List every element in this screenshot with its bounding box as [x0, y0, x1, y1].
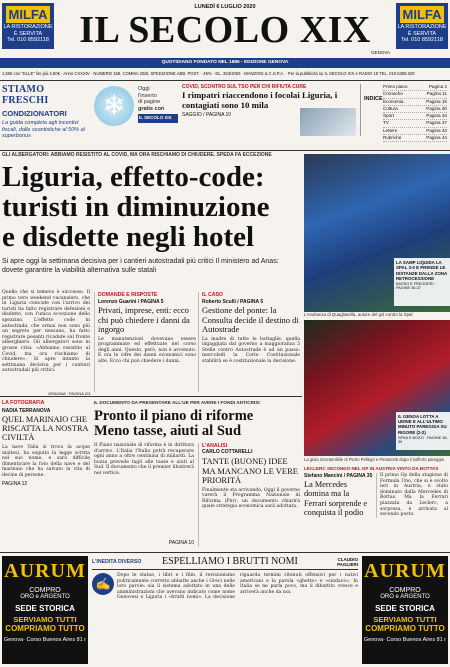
column-author: CLAUDIO PAGLIERI: [337, 556, 358, 567]
index-item-label: Cronache: [383, 91, 403, 97]
lead-headline-1[interactable]: Liguria, effetto-code:: [2, 161, 265, 193]
index-item[interactable]: [383, 120, 447, 127]
left-ear-ad[interactable]: [2, 3, 54, 49]
lead-body: Quello che si temeva è successo. Il primo vero weekend vacanziero, che in Liguria coincide con l'arrivo dei turisti ha fatto registrare defezioni e disdette, con l'unica eccezione dello spezzino. L'effetto code in autostrada, che ormai non sono più un segreto per nessuno, ha fatto registrare pesanti ricadute sul fronte alberghiero. Gli albergatori sono in grosse crisi: «Abbiamo resistito al Covid, ma ora rischiamo di chiudere». Si apre intanto la settimana decisiva per i cantieri autostradali più critici.: [2, 290, 90, 374]
aurum-line3: SEDE STORICA: [15, 604, 75, 613]
index-item-label: Primo piano: [383, 84, 408, 89]
col2-article[interactable]: [198, 292, 300, 392]
photo-kicker: LA FOTOGRAFIA: [2, 400, 45, 406]
index-item-page: Pagina 37: [426, 120, 447, 126]
genoa-caption-box: [396, 412, 450, 450]
col1-headline: Privati, imprese, enti: ecco chi può chiedere i danni da ingorgo: [98, 305, 190, 334]
index-box[interactable]: [360, 84, 448, 141]
analysis-text: Finalmente sta arrivando. Oggi il governo varerà il Programma Nazionale di Riforma (Pnr): un documento chiarirà quale strategia economica sarà adottata.: [202, 487, 300, 510]
nadia-headline: QUEL MARINAIO CHE RISCATTA LA NOSTRA CIVILTÀ: [2, 415, 89, 442]
edition-bar: QUOTIDIANO FONDATO NEL 1886 - EDIZIONE GENOVA: [0, 58, 450, 68]
index-item[interactable]: [383, 91, 447, 98]
index-list: [383, 84, 447, 142]
genoa-photo-caption: La gioia incontenibile di Pietro Pellegri e Pinamonti dopo il sofferto pareggio: [304, 457, 445, 462]
aurum2-line3: SEDE STORICA: [375, 604, 435, 613]
aurum2-line4: SERVIAMO TUTTI: [373, 615, 437, 624]
aurum-brand: AURUM: [4, 560, 86, 582]
f1-article[interactable]: [304, 466, 450, 548]
right-ear-brand: MILFA: [400, 6, 444, 23]
price-line: 1,50€ con "ELLE" lire più 4,50€ · Anno CXXXIV · NUMERO 158, COMMA 20/B, SPEDIZIONE ABB. POST. · 45% · DL. 353/2003 · MANZONI & C.S.P.A. · Per la pubblicità su IL SECOLO XIX e RADIO 19 TEL. 010.5388.200: [2, 71, 415, 76]
aurum-line5: COMPRIAMO TUTTO: [5, 624, 85, 633]
index-item-page: Pagina 30: [426, 105, 447, 111]
index-item[interactable]: [383, 106, 447, 113]
lead-headline-3[interactable]: e disdette negli hotel: [2, 221, 255, 253]
covid-headline: I rimpatri riaccendono i focolai Liguria, i contagiati sono 10 mila: [182, 90, 338, 110]
analysis-author: CARLO COTTARELLI: [202, 449, 253, 455]
index-item-page: Pagina 11: [426, 91, 447, 97]
aurum2-line5: COMPRIAMO TUTTO: [365, 624, 445, 633]
aurum2-line2: ORO e ARGENTO: [380, 594, 430, 600]
plan-headline-2[interactable]: Meno tasse, aiuti al Sud: [94, 423, 242, 439]
samp-byline: BASSO E FREGGERI · PAGINE 36-37: [396, 282, 436, 291]
snowflake-icon: ❄: [94, 86, 134, 126]
rule: [0, 80, 450, 81]
gift-line4: gratis con: [138, 105, 165, 112]
genoa-caption: IL GENOA LOTTA A UDINE E ALL'ULTIMO MINUTO PAREGGIA SU RIGORE (2-2): [398, 414, 447, 435]
col2-byline: Roberto Sculli / PAGINA 5: [202, 299, 264, 305]
column-kicker: L'INEDITA DIVERSO: [92, 558, 142, 565]
stiamo-freschi: STIAMO FRESCHI: [2, 84, 49, 106]
aurum-line2: ORO e ARGENTO: [20, 594, 70, 600]
index-item-label: Sport: [383, 113, 394, 119]
index-item-page: Pagina 34: [426, 113, 447, 119]
rule3: [0, 552, 450, 553]
left-ear-line3: Tel. 010 8592118: [7, 37, 49, 43]
index-item-label: Economia: [383, 98, 404, 104]
lead-byline: GRAVINA · PAGINA 2/3: [48, 391, 91, 396]
column-headline: ESPELLIAMO I BRUTTI NOMI: [162, 556, 298, 567]
newspaper-logo[interactable]: IL SECOLO XIX: [79, 9, 371, 51]
column-icon: ✍: [92, 573, 114, 595]
index-item[interactable]: [383, 99, 447, 106]
col2-text: La madre di tutte le battaglie, quella ingaggiata dal governo a maggioranza 5 Stelle contro Autostrade è ad un passo: mercoledì la Corte Costituzionale stabilirà se è costituzionale la decisione.: [202, 336, 300, 364]
index-item-label: Rubriche: [383, 135, 402, 141]
f1-kicker: LECLERC SECONDO NEL GP IN AUSTRIA VINTO DA BOTTAS: [304, 466, 439, 471]
gift-brand: IL SECOLO XIX: [138, 114, 178, 123]
index-item-page: Pagina 43: [426, 127, 447, 133]
samp-caption: LA SAMP LIQUIDA LA SPAL 3-0 E PRENDE LE DISTANZE DALLA ZONA RETROCESSIONE: [396, 260, 448, 281]
aurum-address: Genova· Corso Buenos Aires 81 r: [3, 637, 87, 643]
index-item[interactable]: [383, 84, 447, 91]
plan-headline-1[interactable]: Pronto il piano di riforme: [94, 408, 254, 424]
condizionatori-text: La guida completa agli incentivi fiscali, dalle scontistiche al 50% al superbonus: [2, 120, 85, 139]
left-ear-line1: LA RISTORAZIONE: [3, 24, 53, 30]
index-item[interactable]: [383, 128, 447, 135]
f1-headline: La Mercedes domina ma la Ferrari sorprende e conquista il podio: [304, 480, 368, 517]
aurum-line1: COMPRO: [29, 587, 61, 594]
gift-line2: l'inserto: [138, 92, 157, 99]
index-item-page: Pagina 2: [428, 84, 447, 89]
index-item-label: TV: [383, 120, 389, 126]
nadia-byline: PAGINA 12: [2, 480, 28, 487]
f1-byline: Stefano Mancini / PAGINA 35: [304, 473, 373, 479]
index-item-label: Lettere: [383, 127, 398, 133]
aurum2-line1: COMPRO: [389, 587, 421, 594]
analysis-article[interactable]: [198, 443, 300, 547]
rule2: [0, 396, 302, 397]
covid-photo: [300, 108, 356, 136]
index-title: INDICE: [364, 96, 383, 102]
right-ear-ad[interactable]: [396, 3, 448, 49]
left-ear-brand: MILFA: [6, 6, 50, 23]
covid-kicker: COVID, SCONTRO SUL TSO PER CHI RIFIUTA CURE: [182, 84, 307, 90]
index-item-page: Pagina 16: [426, 98, 447, 104]
aurum-line4: SERVIAMO TUTTI: [13, 615, 77, 624]
aurum2-brand: AURUM: [364, 560, 446, 582]
lead-headline-2[interactable]: turisti in diminuzione: [2, 191, 270, 223]
aurum2-address: Genova· Corso Buenos Aires 81 r: [363, 637, 447, 643]
date-line: LUNEDÌ 6 LUGLIO 2020: [194, 4, 256, 10]
nadia-text: La nave Talia si trova in acque maltesi, ha seguito la legge scritta nel suo nome, e sarà difficile dimenticare la foto della nave e del marinaio che ha salvato la vita di decine di persone.: [2, 445, 90, 478]
genoa-byline: SPINI E BOZZI · PAGINE 38-39: [398, 435, 448, 444]
right-ear-line2: È SERVITA: [407, 30, 437, 37]
gift-line1: Oggi: [138, 86, 150, 92]
index-item[interactable]: [383, 113, 447, 120]
index-item-page: Pagina 44: [426, 135, 447, 141]
col1-byline: Lorenzo Guarini / PAGINA 5: [98, 299, 164, 305]
right-ear-line3: Tel. 010 8592118: [401, 37, 443, 43]
col1-text: Le manutenzioni dovevano essere programmate ed effettuate nel corso degli anni. Questo, però, non è avvenuto. E ora le cifre dei danni economici sono alte. Ecco chi può chiedere i danni.: [98, 336, 196, 364]
condizionatori-label: CONDIZIONATORI: [2, 109, 67, 118]
lead-kicker: GLI ALBERGATORI: ABBIAMO RESISTITO AL COVID, MA ORA RISCHIAMO DI CHIUDERE. SPEDA FA ECCEZIONE: [2, 152, 272, 158]
index-item[interactable]: [383, 135, 447, 142]
aurum-ad-left[interactable]: [2, 556, 88, 664]
col1-kicker: DOMANDE E RISPOSTE: [98, 292, 158, 298]
col1-article[interactable]: [94, 292, 196, 392]
edition-city: GENOVA: [371, 50, 390, 55]
left-ear-line2: È SERVITA: [13, 30, 43, 37]
aurum-ad-right[interactable]: [362, 556, 448, 664]
samp-photo-caption: L'esultanza di Quagliarella, autore del gol contro la Spal: [304, 312, 413, 317]
col2-kicker: IL CASO: [202, 292, 223, 298]
promo-left[interactable]: [2, 84, 92, 139]
lead-deck: Si apre oggi la settimana decisiva per i cantieri autostradali più critici Il ministero ad Anas: dovete garantire la viabilità alternativa sulle statali: [2, 258, 279, 274]
plan-kicker: IL DOCUMENTO DA PRESENTARE ALL'UE PER AVERE I FONDI ANTICRISI: [94, 400, 260, 405]
analysis-kicker: L'ANALISI: [202, 443, 228, 449]
plan-byline: PAGINA 10: [168, 540, 194, 546]
gift-line3: di pagine: [138, 99, 161, 105]
nadia-kicker: NADIA TERRANOVA: [2, 408, 51, 414]
covid-byline: SAGGIO / PAGINA 10: [182, 112, 232, 118]
plan-text: Il Piano nazionale di riforma è in dirittura d'arrivo. L'Italia l'Italia potrà recuperare ogni anno a oltre centinaia di miliardi. La bozza prevede tagli alle tasse e aiuti al Sud. Il documento che il premier illustrerà nel vertice.: [94, 443, 194, 476]
gift-insert[interactable]: [138, 86, 178, 132]
nadia-article[interactable]: [2, 400, 90, 548]
samp-caption-box: [394, 258, 450, 306]
column-article[interactable]: [92, 556, 358, 664]
analysis-headline: TANTE (BUONE) IDEE MA MANCANO LE VERE PRIORITÀ: [202, 456, 298, 485]
f1-text: Il primo Gp della stagione di Formula Uno, che si è svolto ieri in Austria, è stato dominato dalla Mercedes di Bottas. Ma la Ferrari piazzata da Leclerc, a sorpresa, è arrivata al secondo posto.: [376, 473, 448, 518]
index-item-label: Cultura: [383, 105, 398, 111]
column-text: Dopo le statue, i libri e i film, il revisionismo politicamente corretto abbatte anche i Greci nelle loro parole: sia il sistema adottato in una delle amministrazioni che avevano indicato come nome Genovesi e Liguria i «brutti nomi». La decisione riguarda termini ritenuti offensivi per i nativi americani e la parola «ghetto» e «sindaco». In Italia se ne parla poco, ma il dibattito cresce e arriverà anche da noi.: [117, 573, 358, 601]
right-ear-line1: LA RISTORAZIONE: [397, 24, 447, 30]
col2-headline: Gestione del ponte: la Consulta decide il destino di Autostrade: [202, 305, 299, 334]
